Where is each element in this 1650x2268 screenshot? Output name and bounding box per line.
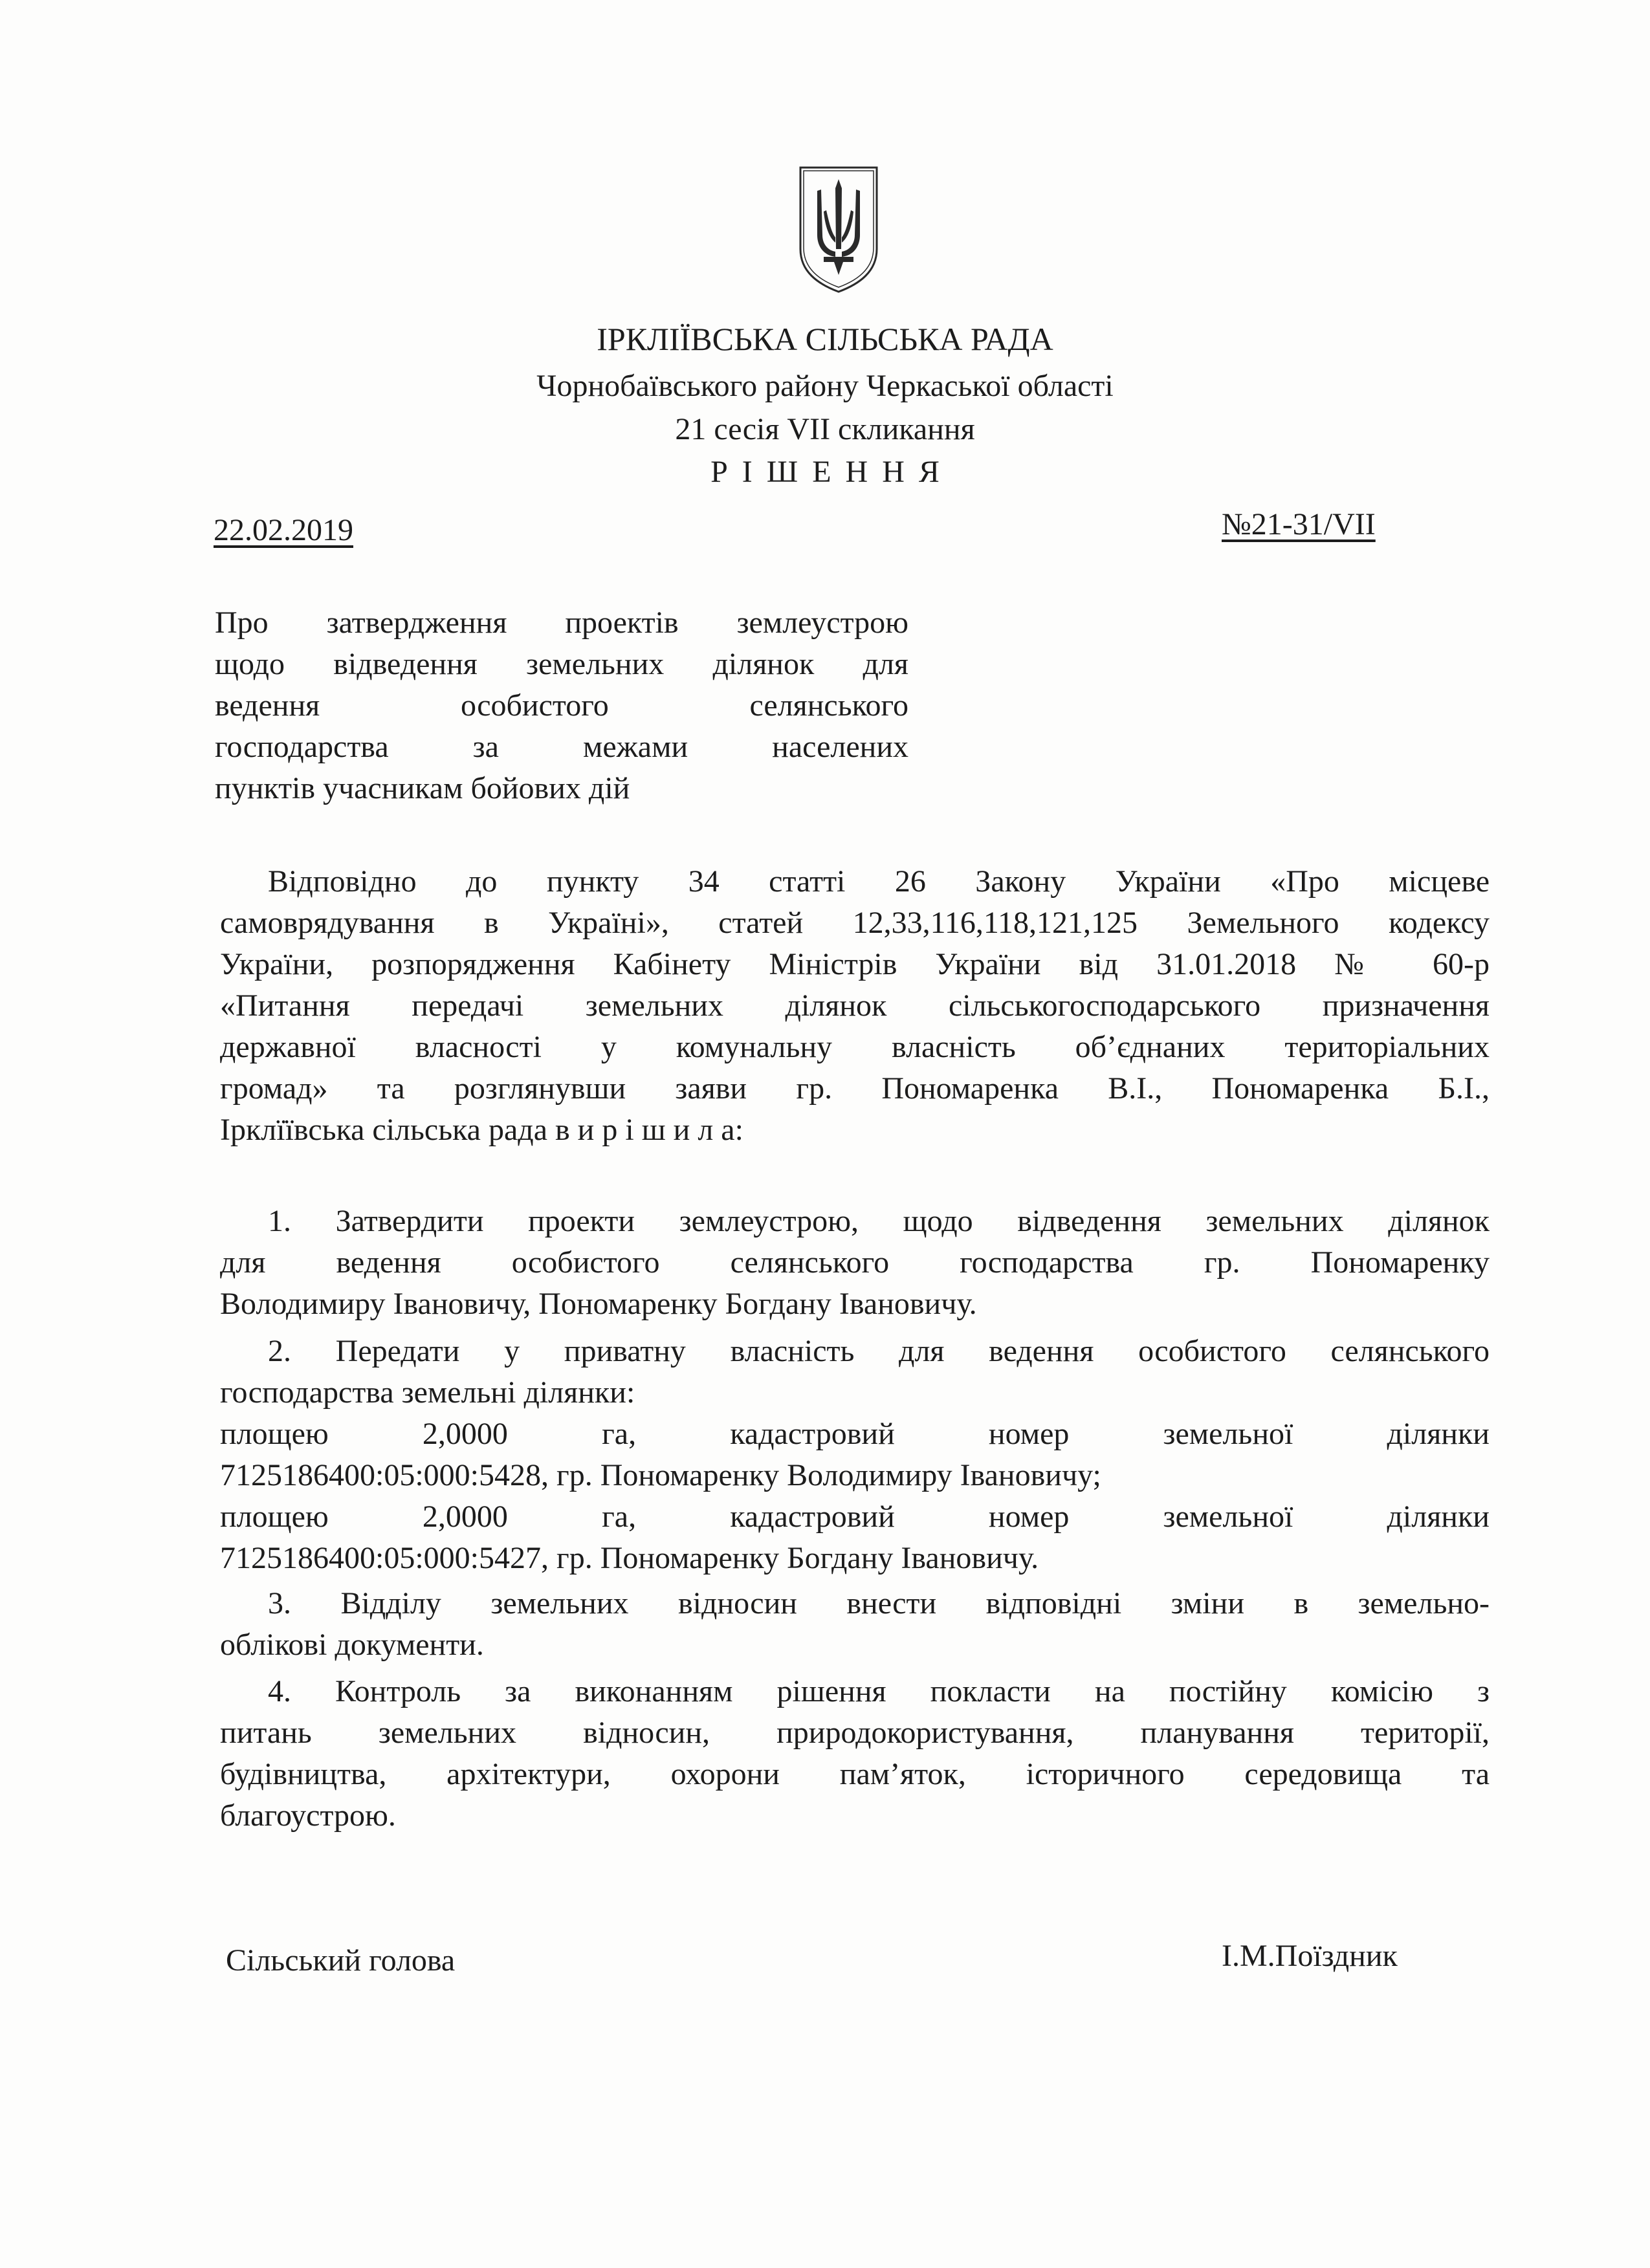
item-2-line: площею 2,0000 га, кадастровий номер земельної ділянки [220, 1499, 1490, 1534]
item-2-line: 7125186400:05:000:5427, гр. Пономаренку Богдану Івановичу. [220, 1541, 1039, 1575]
preamble-line: Відповідно до пункту 34 статті 26 Закону України «Про місцеве [268, 864, 1490, 899]
coat-of-arms-icon [798, 165, 879, 294]
item-4-line: благоустрою. [220, 1798, 396, 1833]
session-info: 21 сесія VII скликання [675, 412, 975, 446]
district-name: Чорнобаївського району Черкаської області [536, 369, 1114, 403]
organization-name: ІРКЛІЇВСЬКА СІЛЬСЬКА РАДА [597, 321, 1053, 357]
preamble-line: «Питання передачі земельних ділянок сільськогосподарського призначення [220, 988, 1490, 1023]
item-4-line: будівництва, архітектури, охорони пам’яток, історичного середовища та [220, 1757, 1490, 1791]
item-2-line: 2. Передати у приватну власність для ведення особистого селянського [268, 1334, 1490, 1368]
item-4-line: 4. Контроль за виконанням рішення покласти на постійну комісію з [268, 1674, 1490, 1708]
item-3-line: облікові документи. [220, 1628, 484, 1662]
decision-date: 22.02.2019 [214, 513, 353, 547]
title-line: Про затвердження проектів землеустрою [215, 605, 908, 640]
document-type: РІШЕННЯ [710, 455, 954, 489]
item-3-line: 3. Відділу земельних відносин внести відповідні зміни в земельно- [268, 1586, 1490, 1620]
item-2-line: господарства земельні ділянки: [220, 1375, 635, 1410]
item-1-line: 1. Затвердити проекти землеустрою, щодо відведення земельних ділянок [268, 1204, 1490, 1238]
preamble-line: Ірклїївська сільська рада в и р і ш и л а: [220, 1113, 743, 1147]
item-1-line: для ведення особистого селянського господарства гр. Пономаренку [220, 1245, 1490, 1280]
signatory-name: І.М.Поїздник [1222, 1939, 1398, 1973]
signatory-position: Сільський голова [226, 1943, 456, 1978]
preamble-line: громад» та розглянувши заяви гр. Пономаренка В.І., Пономаренка Б.І., [220, 1071, 1490, 1106]
title-line: щодо відведення земельних ділянок для [215, 647, 908, 681]
title-line: господарства за межами населених [215, 730, 908, 764]
title-line: пунктів учасникам бойових дій [215, 771, 630, 805]
preamble-line: України, розпорядження Кабінету Міністрів України від 31.01.2018 № 60-р [220, 947, 1490, 981]
item-2-line: площею 2,0000 га, кадастровий номер земельної ділянки [220, 1417, 1490, 1451]
decision-number: №21-31/VII [1222, 507, 1376, 541]
preamble-line: самоврядування в Україні», статей 12,33,116,118,121,125 Земельного кодексу [220, 906, 1490, 940]
item-1-line: Володимиру Івановичу, Пономаренку Богдану Івановичу. [220, 1287, 977, 1321]
item-4-line: питань земельних відносин, природокористування, планування території, [220, 1716, 1490, 1750]
preamble-line: державної власності у комунальну власність об’єднаних територіальних [220, 1030, 1490, 1064]
item-2-line: 7125186400:05:000:5428, гр. Пономаренку Володимиру Івановичу; [220, 1458, 1101, 1492]
title-line: ведення особистого селянського [215, 688, 908, 723]
